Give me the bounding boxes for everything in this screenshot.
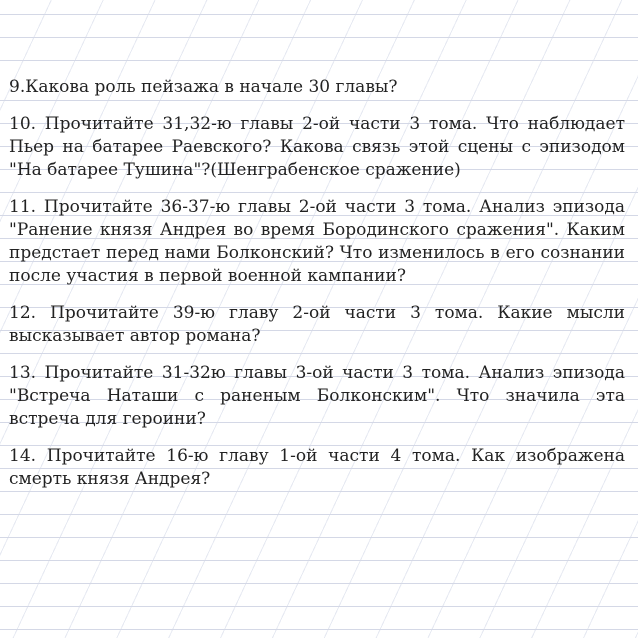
question-9: 9.Какова роль пейзажа в начале 30 главы? — [9, 77, 398, 97]
question-13: 13. Прочитайте 31-32ю главы 3-ой части 3 тома. Анализ эпизода "Встреча Наташи с раненым Болконским". Что значила эта встреча для героини? — [9, 363, 625, 429]
question-12: 12. Прочитайте 39-ю главу 2-ой части 3 тома. Какие мысли высказывает автор романа? — [9, 303, 625, 346]
question-14: 14. Прочитайте 16-ю главу 1-ой части 4 тома. Как изображена смерть князя Андрея? — [9, 446, 625, 489]
question-list — [9, 76, 625, 491]
question-11: 11. Прочитайте 36-37-ю главы 2-ой части 3 тома. Анализ эпизода "Ранение князя Андрея во время Бородинского сражения". Каким предстает перед нами Болконский? Что изменилось в его сознании после участия в первой военной кампании? — [9, 197, 625, 286]
question-10: 10. Прочитайте 31,32-ю главы 2-ой части 3 тома. Что наблюдает Пьер на батарее Раевского? Какова связь этой сцены с эпизодом "На батарее Тушина"?(Шенграбенское сражение) — [9, 114, 625, 180]
